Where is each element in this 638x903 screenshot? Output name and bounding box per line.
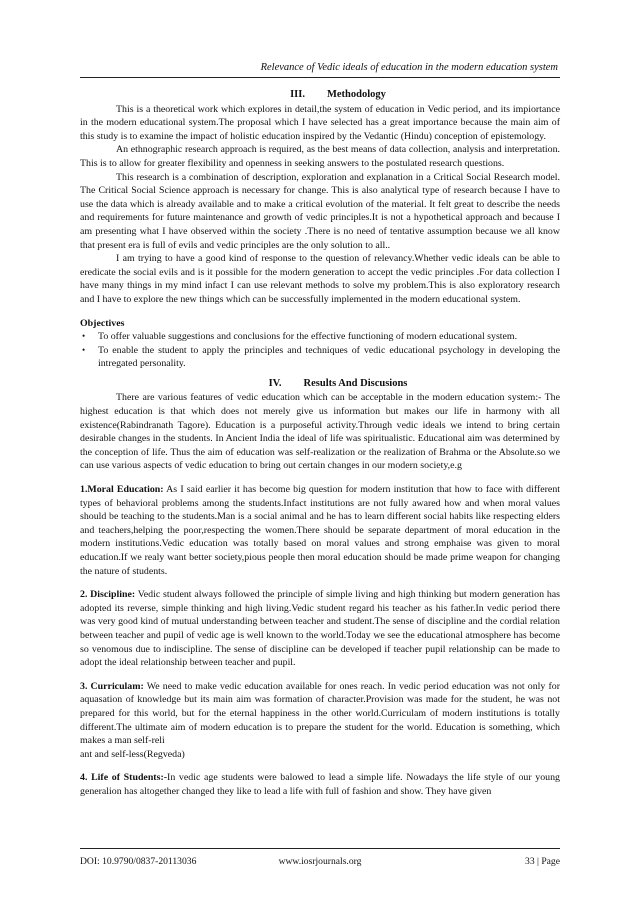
footer-divider bbox=[80, 848, 560, 849]
objective-text: To offer valuable suggestions and conclusions for the effective functioning of modern educational system. bbox=[98, 331, 518, 343]
methodology-paragraph: This research is a combination of description, exploration and explanation in a Critical Social Research model. The Critical Social Science approach is necessary for change. This is also analytical type of research because I have to use the data which is already available and to make a critical evolution of the material. It felt great to describe the needs and requirements for future maintenance and growth of vedic principles.It is not a hypothetical approach and because I am presenting what I have observed within the society .There is no need of tentative assumption because we all know that present era is full of evils and vedic principles are the only solution to all.. bbox=[80, 171, 560, 251]
results-intro-paragraph: There are various features of vedic education which can be acceptable in the modern education system:- The highest education is that which does not merely give us information but makes our life in harmony with all existence(Rabindranath Tagore). Education is a purposeful activity.Through vedic ideals we intend to bring certain desirable changes in the students. In Ancient India the ideal of life was spiritualistic. Educational aim was determined by the conception of life. Thus the aim of education was self-realization or the realization of Brahma or the Absolute.so we can use various aspects of vedic education to bring out certain changes in our modern society,e.g bbox=[80, 392, 560, 472]
list-item bbox=[80, 344, 560, 371]
section-number: IV. bbox=[268, 377, 282, 389]
methodology-paragraph: An ethnographic research approach is required, as the best means of data collection, analysis and interpretation. This is to allow for greater flexibility and openness in seeking answers to the postulated research questions. bbox=[80, 144, 560, 169]
page-body bbox=[80, 88, 560, 799]
point-paragraph-life-of-students bbox=[80, 771, 560, 798]
point-text: Vedic student always followed the principle of simple living and high thinking but modern generation has adopted its reverse, simple thinking and high living.Vedic student regard his teacher as his father.In vedic period there was very good kind of mutual understanding between teacher and student.The sense of discipline and the cordial relation between teacher and pupil of vedic age is well known to the world.Today we see the educational atmosphere has become so venomous due to indiscipline. The sense of discipline can be developed if teacher pupil relationship can be made to adopt the ideal relationship between teacher and pupil. bbox=[80, 589, 560, 669]
section-heading-methodology bbox=[80, 88, 560, 102]
list-item bbox=[80, 330, 560, 344]
page-footer bbox=[80, 856, 560, 868]
page-number: 33 | Page bbox=[525, 856, 560, 867]
point-text: As I said earlier it has become big question for modern institution that how to face with different types of behavioral problems among the students.Infact institutions are not fully awared how and when moral values should be teaching to the students.Man is a social animal and he has to learn different social habits like respecting elders and teachers,helping the poor,respecting the women.There should be separate department of moral education in the modern institutions.Vedic education was totally based on moral values and strong emphaise was given to moral education.If we realy want better society,pious people then moral education should be made prime weapon for changing the nature of students. bbox=[80, 484, 560, 577]
journal-website: www.iosrjournals.org bbox=[278, 856, 362, 867]
running-title: Relevance of Vedic ideals of education in the modern education system bbox=[260, 62, 558, 73]
methodology-paragraph: I am trying to have a good kind of response to the question of relevancy.Whether vedic ideals can be able to eredicate the social evils and is it possible for the modern generation to accept the vedic principles .For data collection I have many things in my mind infact I can use relevant methods to solve my problem.This is also exploratory research and I have to explore the new things which can be successfully implemented in the modern educational system. bbox=[80, 253, 560, 305]
point-lead: 2. Discipline: bbox=[80, 589, 136, 601]
point-paragraph-curriculam-tail: ant and self-less(Regveda) bbox=[80, 748, 185, 760]
point-lead: 3. Curriculam: bbox=[80, 680, 144, 692]
point-paragraph-curriculam bbox=[80, 680, 560, 748]
point-text: We need to make vedic education available for ones reach. In vedic period education was not only for aquasation of knowledge but its main aim was formation of character.Provision was made for the student, he was not prepared for this world, but for the eternal happiness in the other world.Curriculam of modern institutions is totally different.The ultimate aim of modern education is to prepare the student for the world. Education is something, which makes a man self-reli bbox=[80, 680, 560, 747]
section-number: III. bbox=[290, 89, 305, 100]
doi-text: DOI: 10.9790/0837-20113036 bbox=[80, 856, 197, 867]
point-lead: 1.Moral Education: bbox=[80, 484, 164, 496]
methodology-paragraph: This is a theoretical work which explores in detail,the system of education in Vedic period, and its impiortance in the modern educational system.The proposal which I have selected has a great importance because the main aim of this study is to examine the impact of holistic education inspired by the Vedantic (Hindu) conception of epistemology. bbox=[80, 103, 560, 142]
point-paragraph-discipline bbox=[80, 588, 560, 670]
objectives-heading: Objectives bbox=[80, 317, 125, 329]
objective-text: To enable the student to apply the principles and techniques of vedic educational psychology in developing the intregated personality. bbox=[98, 344, 560, 370]
header-divider bbox=[80, 77, 560, 78]
point-paragraph-moral-education bbox=[80, 483, 560, 578]
point-lead: 4. Life of Students:- bbox=[80, 772, 168, 784]
section-heading-results bbox=[80, 377, 560, 391]
bullet-icon: • bbox=[82, 331, 86, 342]
section-title: Results And Discusions bbox=[303, 377, 408, 389]
objectives-list bbox=[80, 330, 560, 371]
bullet-icon: • bbox=[82, 344, 86, 355]
section-title: Methodology bbox=[326, 89, 386, 100]
point-text: In vedic age students were balowed to lead a simple life. Nowadays the life style of our young generalion has altogether changed they like to lead a life with full of fashion and show. They have given bbox=[80, 772, 560, 797]
